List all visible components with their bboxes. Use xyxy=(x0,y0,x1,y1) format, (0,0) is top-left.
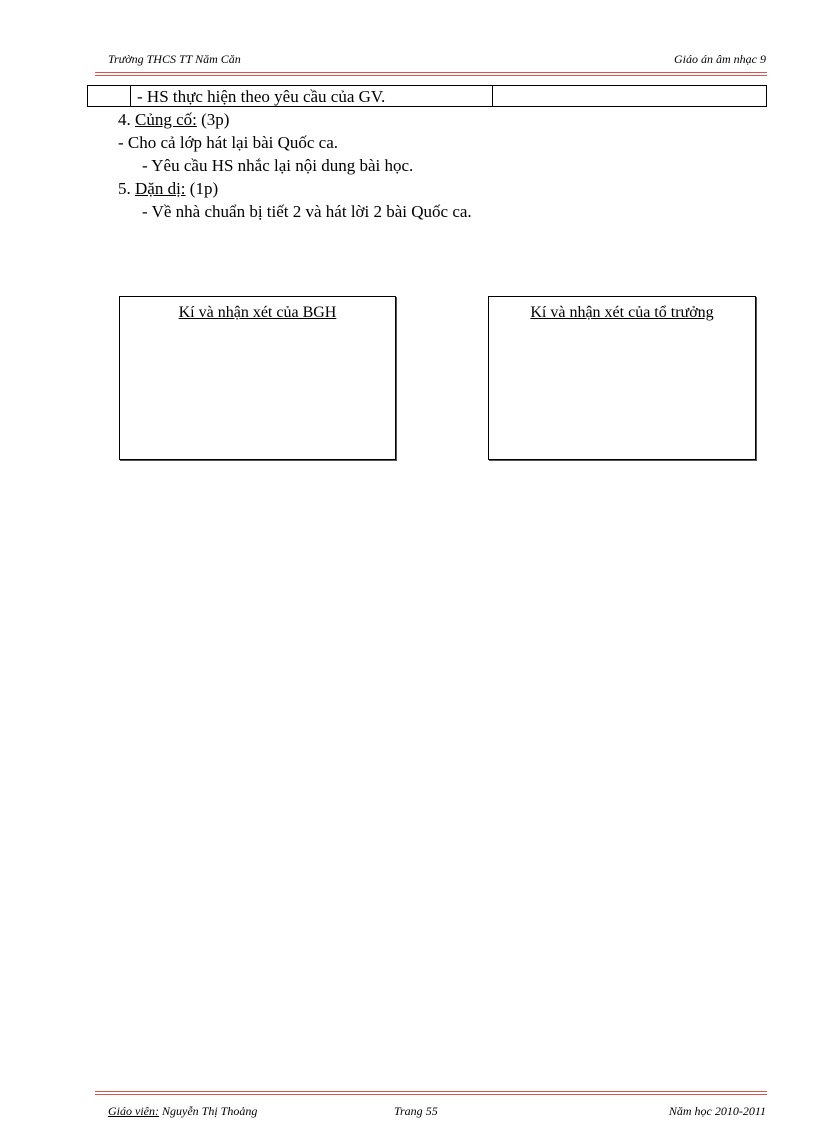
footer-teacher xyxy=(108,1104,257,1119)
section-4-time: (3p) xyxy=(201,110,230,129)
section-5-title: Dặn dị: xyxy=(135,179,186,198)
header-subject: Giáo án âm nhạc 9 xyxy=(674,52,766,66)
bgh-signature-box xyxy=(119,296,396,460)
section-4-line-1: - Cho cả lớp hát lại bài Quốc ca. xyxy=(118,133,338,152)
footer-teacher-label: Giáo viên: xyxy=(108,1104,159,1118)
footer-teacher-name: Nguyễn Thị Thoảng xyxy=(161,1104,258,1118)
header-rule-1 xyxy=(95,72,767,73)
section-5-time: (1p) xyxy=(189,179,219,198)
lesson-table-row xyxy=(87,85,767,107)
table-divider-2 xyxy=(492,86,493,106)
table-cell-text: - HS thực hiện theo yêu cầu của GV. xyxy=(137,87,386,106)
bgh-signature-title: Kí và nhận xét của BGH xyxy=(178,304,337,321)
footer-rule-1 xyxy=(95,1091,767,1092)
footer-page-label: Trang xyxy=(394,1104,423,1118)
team-leader-signature-title: Kí và nhận xét của tổ trưởng xyxy=(530,304,714,321)
header-rule-2 xyxy=(95,75,767,76)
section-4-number: 4. xyxy=(118,110,131,129)
team-leader-signature-box xyxy=(488,296,756,460)
footer-school-year: Năm học 2010-2011 xyxy=(668,1104,766,1118)
footer-rule-2 xyxy=(95,1094,767,1095)
section-5-heading xyxy=(118,179,218,199)
section-4-line-2: - Yêu cầu HS nhắc lại nội dung bài học. xyxy=(142,156,414,175)
header-school: Trường THCS TT Năm Căn xyxy=(108,52,241,66)
section-4-heading xyxy=(118,110,229,130)
section-5-line-1: - Về nhà chuẩn bị tiết 2 và hát lời 2 bài Quốc ca. xyxy=(142,202,472,221)
section-4-title: Củng cố: xyxy=(135,110,197,129)
footer-page xyxy=(394,1104,438,1119)
footer-page-number: 55 xyxy=(425,1104,438,1118)
table-divider-1 xyxy=(130,86,131,106)
section-5-number: 5. xyxy=(118,179,131,198)
